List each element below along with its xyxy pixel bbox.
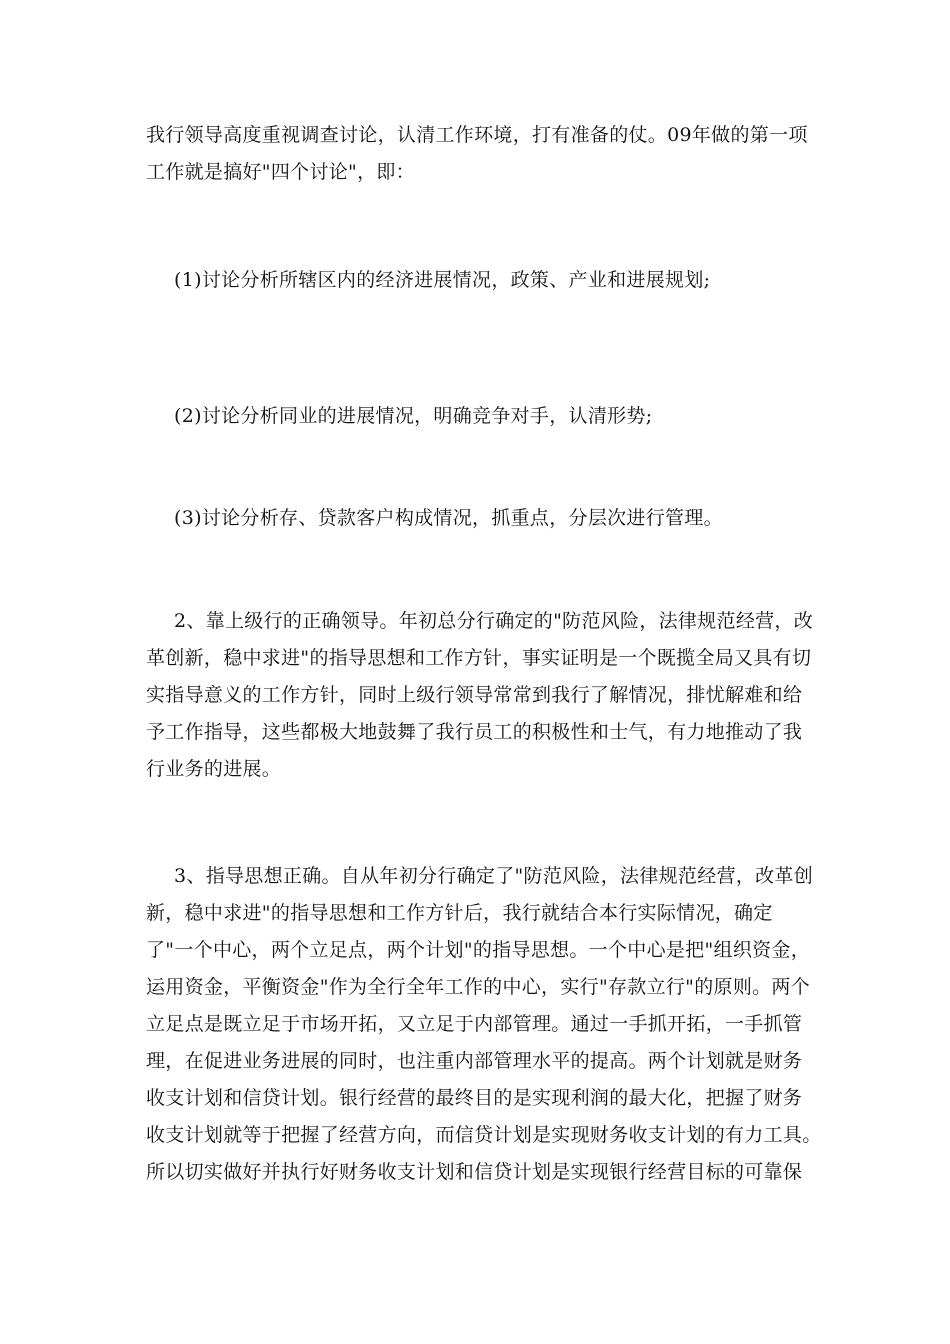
text-line: 我行领导高度重视调查讨论，认清工作环境，打有准备的仗。09年做的第一项 — [146, 124, 808, 146]
text-line: 立足点是既立足于市场开拓，又立足于内部管理。通过一手抓开拓，一手抓管 — [146, 1013, 803, 1035]
text-line: 2、靠上级行的正确领导。年初总分行确定的"防范风险，法律规范经营，改 — [174, 610, 814, 632]
text-line: 所以切实做好并执行好财务收支计划和信贷计划是实现银行经营目标的可靠保 — [146, 1161, 803, 1183]
text-line: 新，稳中求进"的指导思想和工作方针后，我行就结合本行实际情况，确定 — [146, 902, 773, 924]
text-line: 革创新，稳中求进"的指导思想和工作方针，事实证明是一个既揽全局又具有切 — [146, 647, 812, 669]
text-line: 3、指导思想正确。自从年初分行确定了"防范风险，法律规范经营，改革创 — [174, 865, 814, 887]
paragraph-point-3 — [146, 858, 822, 1191]
text-line: (1)讨论分析所辖区内的经济进展情况，政策、产业和进展规划; — [174, 269, 711, 291]
text-line: 了"一个中心，两个立足点，两个计划"的指导思想。一个中心是把"组织资金， — [146, 939, 811, 961]
list-item-2 — [146, 398, 806, 435]
list-item-1 — [146, 262, 806, 299]
paragraph-intro — [146, 117, 806, 191]
text-line: 工作就是搞好"四个讨论"，即： — [146, 161, 415, 183]
text-line: 予工作指导，这些都极大地鼓舞了我行员工的积极性和士气，有力地推动了我 — [146, 721, 803, 743]
text-line: 理，在促进业务进展的同时，也注重内部管理水平的提高。两个计划就是财务 — [146, 1050, 803, 1072]
text-line: 实指导意义的工作方针，同时上级行领导常常到我行了解情况，排忧解难和给 — [146, 684, 803, 706]
paragraph-point-2 — [146, 603, 814, 788]
text-line: 收支计划和信贷计划。银行经营的最终目的是实现利润的最大化，把握了财务 — [146, 1087, 803, 1109]
text-line: 行业务的进展。 — [146, 758, 282, 780]
text-line: (2)讨论分析同业的进展情况，明确竞争对手，认清形势; — [174, 405, 653, 427]
list-item-3 — [146, 500, 806, 537]
text-line: (3)讨论分析存、贷款客户构成情况，抓重点，分层次进行管理。 — [174, 507, 723, 529]
text-line: 运用资金，平衡资金"作为全行全年工作的中心，实行"存款立行"的原则。两个 — [146, 976, 811, 998]
text-line: 收支计划就等于把握了经营方向，而信贷计划是实现财务收支计划的有力工具。 — [146, 1124, 822, 1146]
